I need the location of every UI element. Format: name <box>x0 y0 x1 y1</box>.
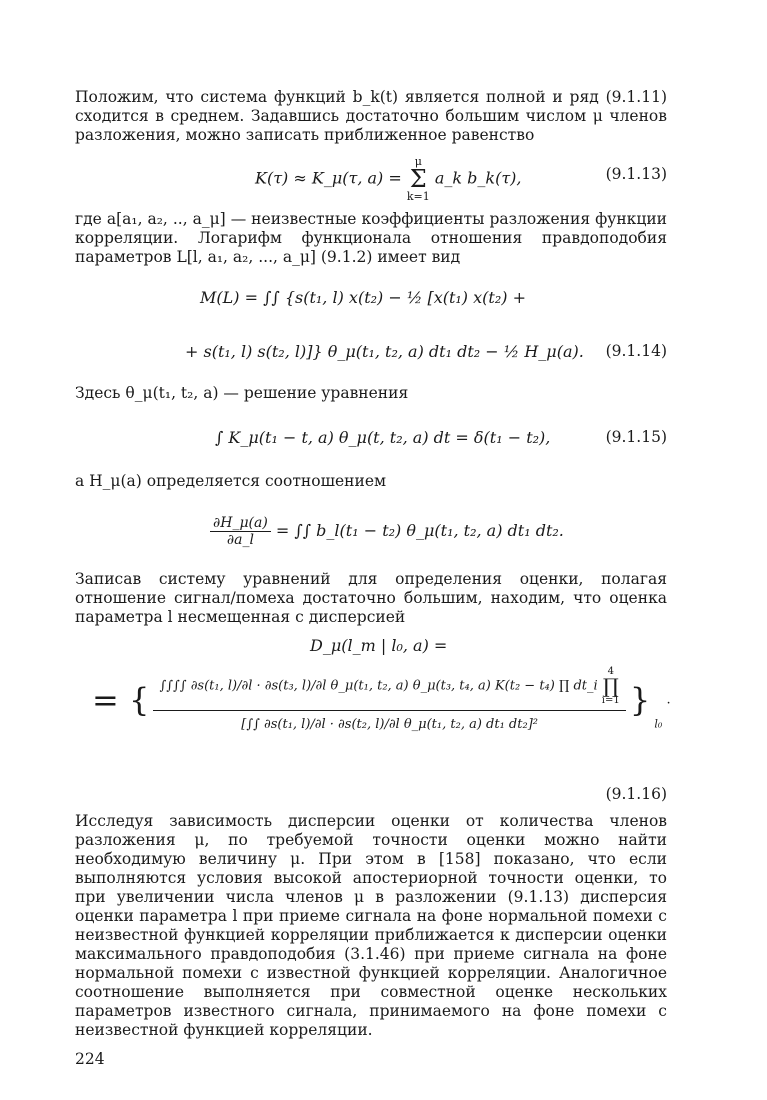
where-paragraph: где a[a₁, a₂, .., a_μ] — неизвестные коэффициенты разложения функции корреляции. Логарифм функционала отношения правдоподобия параметров L[l, a₁, a₂, ..., a_μ] (9.1.2) имеет вид <box>75 210 667 266</box>
pi-symbol: ∏ <box>602 674 619 698</box>
eq16-subscript: l₀ <box>654 717 663 731</box>
equation-9-1-16-body <box>92 662 671 738</box>
eq13-rhs: a_k b_k(τ), <box>434 168 522 188</box>
big-fraction-numerator <box>153 662 625 711</box>
dh-denominator: ∂a_l <box>226 532 254 548</box>
equation-9-1-14-line-2: + s(t₁, l) s(t₂, l)]} θ_μ(t₁, t₂, a) dt₁ dt₂ − ½ H_μ(a). <box>185 342 584 361</box>
product-operator <box>602 666 620 706</box>
equation-9-1-14-line-1: M(L) = ∫∫ {s(t₁, l) x(t₂) − ½ [x(t₁) x(t₂) + <box>200 288 526 307</box>
dh-da-rhs: = ∫∫ b_l(t₁ − t₂) θ_μ(t₁, t₂, a) dt₁ dt₂. <box>275 521 564 540</box>
page-number: 224 <box>75 1050 105 1068</box>
sum-upper-limit: μ <box>414 155 422 168</box>
equation-label-16: (9.1.16) <box>605 785 667 803</box>
dh-da-fraction <box>210 515 271 548</box>
h-defined-paragraph: а H_μ(a) определяется соотношением <box>75 472 387 490</box>
equation-label-13: (9.1.13) <box>605 165 667 183</box>
closing-brace: } <box>629 681 651 719</box>
big-fraction <box>153 662 625 738</box>
numerator-text: ∫∫∫∫ ∂s(t₁, l)/∂l · ∂s(t₃, l)/∂l θ_μ(t₁, t₂, a) θ_μ(t₃, t₄, a) K(t₂ − t₄) ∏ dt_i <box>159 678 598 694</box>
sum-lower-limit: k=1 <box>406 190 430 203</box>
equation-dh-da <box>210 515 564 548</box>
big-fraction-denominator: [∫∫ ∂s(t₁, l)/∂l · ∂s(t₂, l)/∂l θ_μ(t₁, t₂, a) dt₁ dt₂]² <box>241 717 538 732</box>
equation-label-14: (9.1.14) <box>605 342 667 360</box>
eq16-period: . <box>666 692 671 708</box>
dh-numerator: ∂H_μ(a) <box>210 515 271 532</box>
product-upper-limit: 4 <box>607 666 614 677</box>
product-lower-limit: i=1 <box>601 695 620 706</box>
sigma-symbol: Σ <box>409 165 427 193</box>
intro-paragraph: Положим, что система функций b_k(t) является полной и ряд (9.1.11) сходится в среднем. Задавшись достаточно большим числом μ членов разложения, можно записать приближенное равенство <box>75 88 667 144</box>
equals-sign: = { <box>92 681 150 719</box>
equation-9-1-15: ∫ K_μ(t₁ − t, a) θ_μ(t, t₂, a) dt = δ(t₁ − t₂), <box>215 428 551 447</box>
equation-label-15: (9.1.15) <box>605 428 667 446</box>
equation-9-1-13 <box>255 155 522 203</box>
equation-9-1-16-head: D_μ(l_m | l₀, a) = <box>310 636 448 655</box>
here-paragraph: Здесь θ_μ(t₁, t₂, a) — решение уравнения <box>75 384 409 402</box>
sum-operator <box>407 155 430 203</box>
research-paragraph: Исследуя зависимость дисперсии оценки от количества членов разложения μ, по требуемой точности оценки можно найти необходимую величину μ. При этом в [158] показано, что если выполняются условия высокой апостериорной точности оценки, то при увеличении числа членов μ в разложении (9.1.13) дисперсия оценки параметра l при приеме сигнала на фоне нормальной помехи с неизвестной функцией корреляции приближается к дисперсии оценки максимального правдоподобия (3.1.46) при приеме сигнала на фоне нормальной помехи с известной функцией корреляции. Аналогичное соотношение выполняется при совместной оценке нескольких параметров известного сигнала, принимаемого на фоне помехи с неизвестной функцией корреляции. <box>75 812 667 1039</box>
eq13-lhs: K(τ) ≈ K_μ(τ, a) = <box>255 168 407 188</box>
writing-paragraph: Записав систему уравнений для определения оценки, полагая отношение сигнал/помеха достаточно большим, находим, что оценка параметра l несмещенная с дисперсией <box>75 570 667 626</box>
